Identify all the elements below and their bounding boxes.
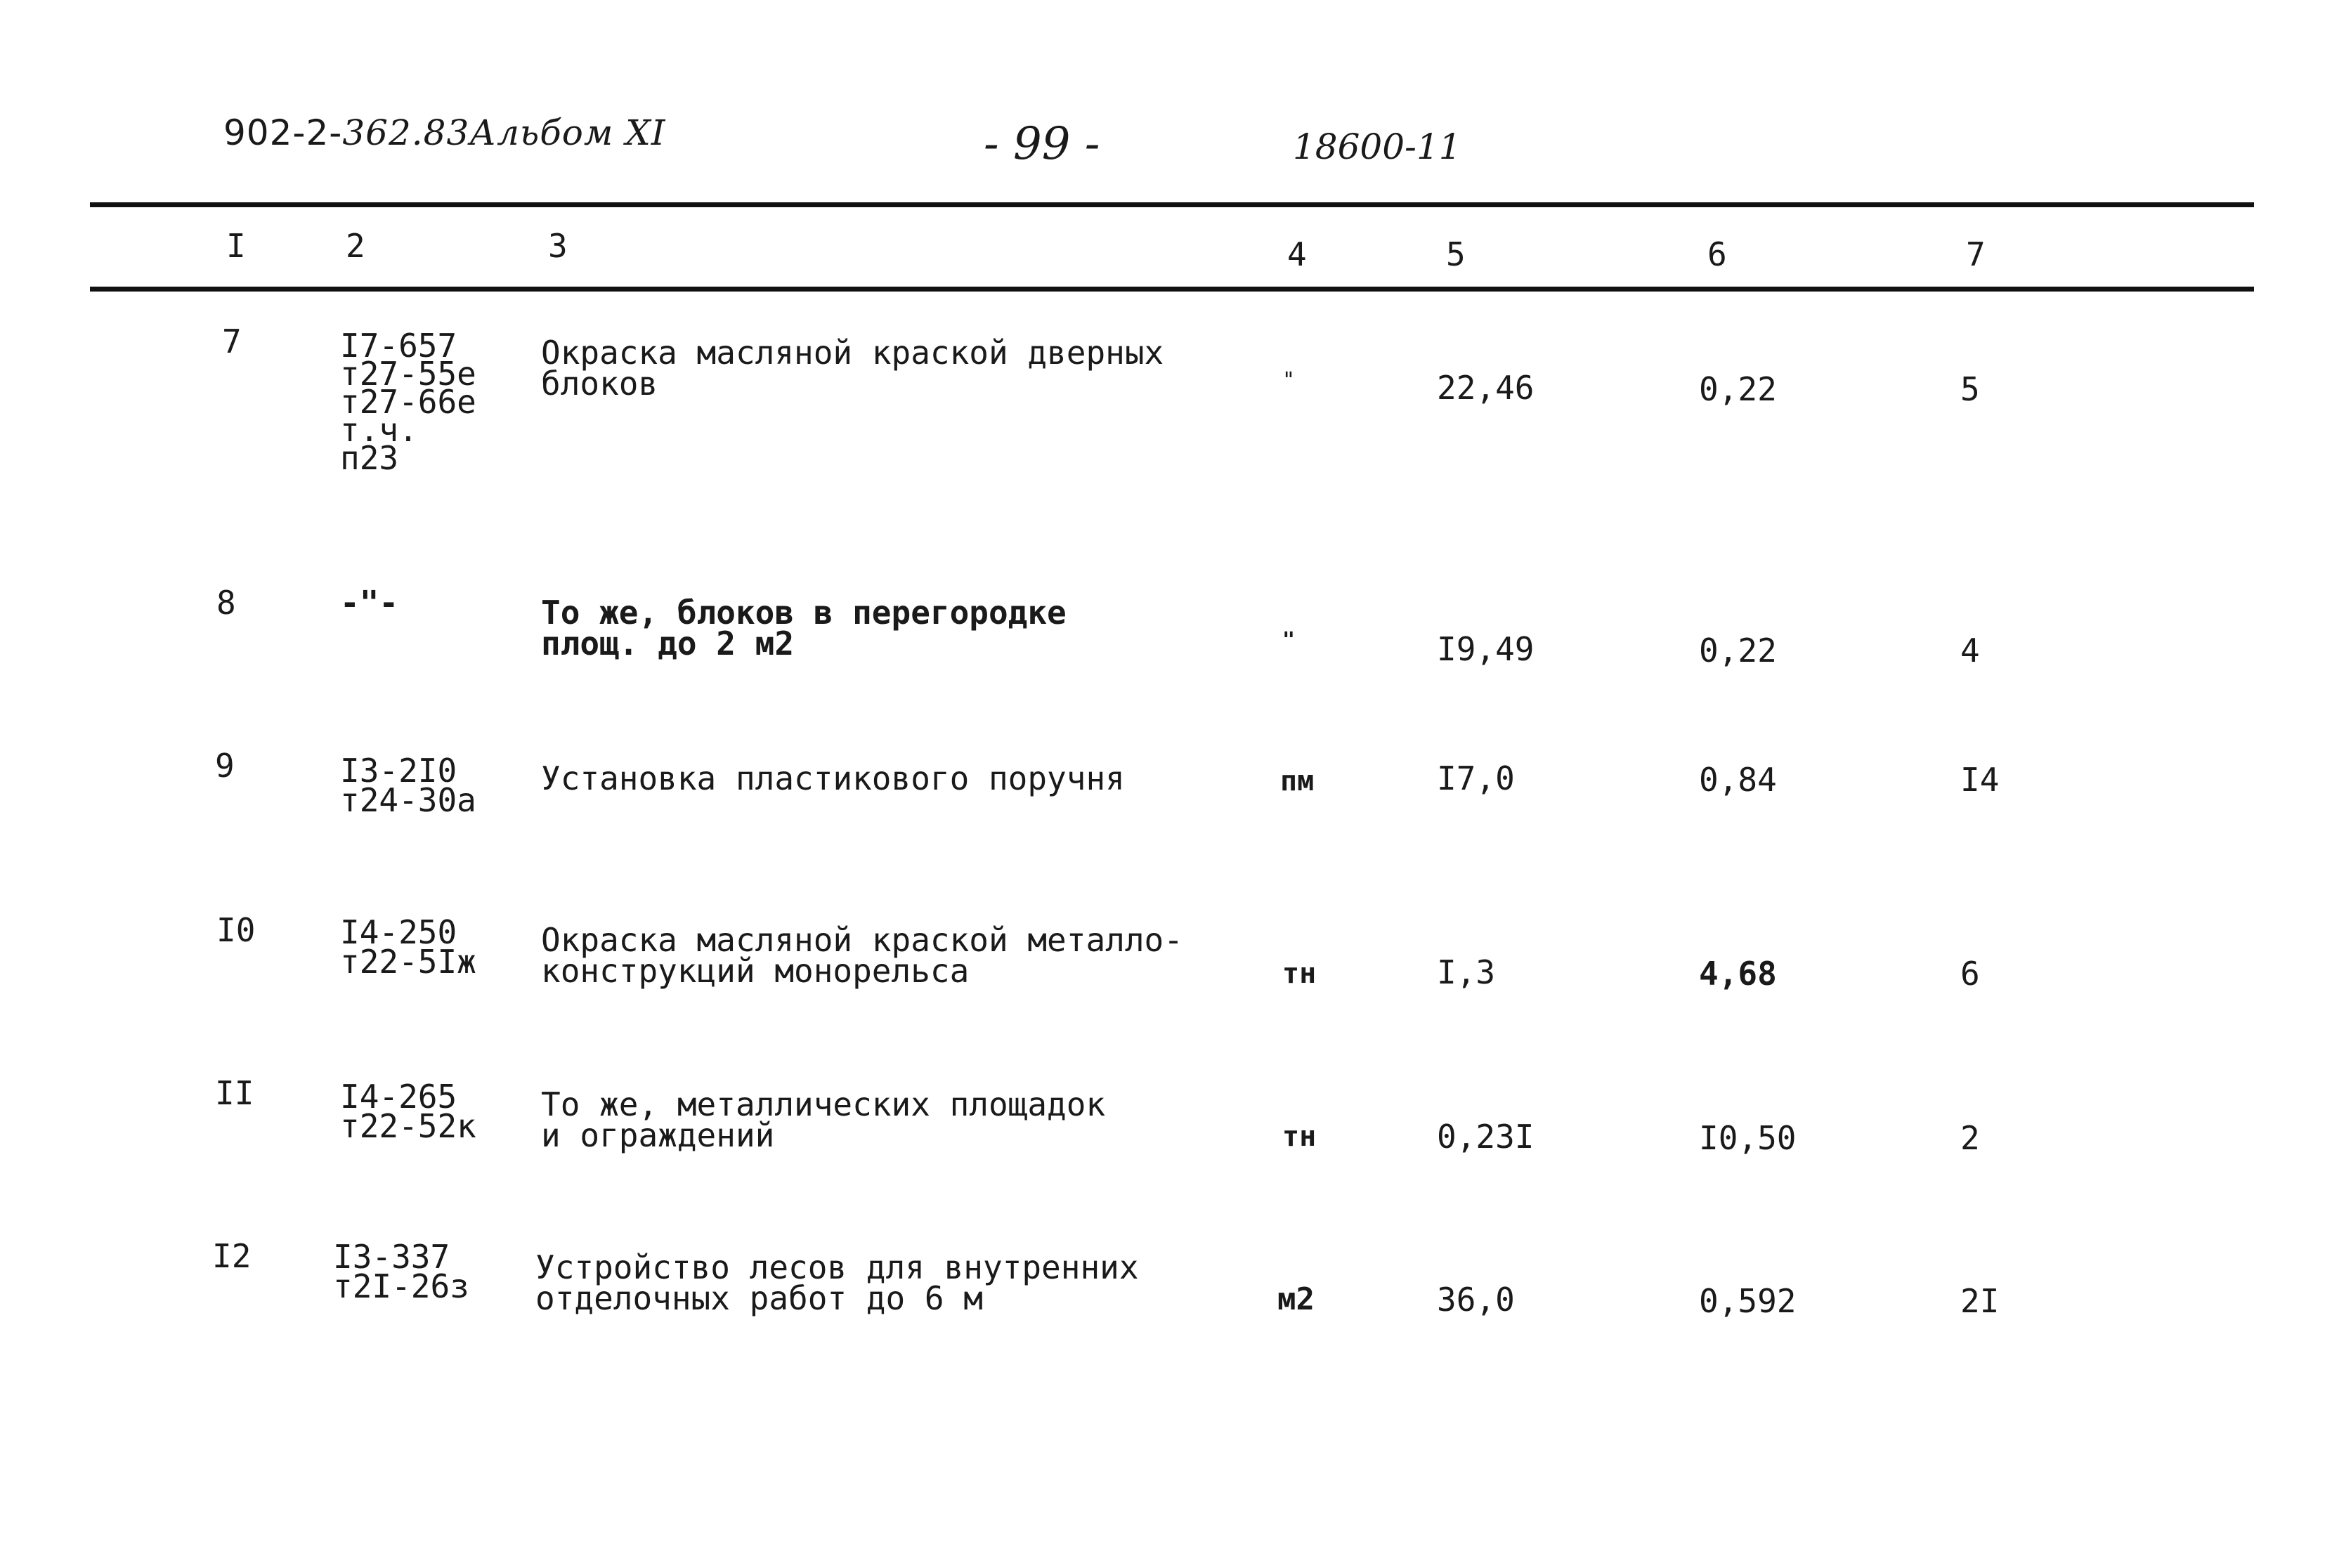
row-code-line: I3-2I0	[340, 752, 457, 790]
row-norm: 4,68	[1699, 955, 1777, 993]
row-description-line: Установка пластикового поручня	[541, 759, 1125, 797]
row-description-line: Окраска масляной краской металло-	[541, 921, 1183, 959]
row-unit: "	[1282, 628, 1296, 653]
row-code-line: т24-30а	[340, 781, 476, 819]
row-code-line: т22-52к	[340, 1107, 476, 1145]
row-description	[541, 759, 1125, 797]
row-number: 7	[222, 322, 242, 360]
column-number: 3	[548, 227, 568, 265]
row-description-line: конструкций монорельса	[541, 952, 970, 990]
row-norm: 0,84	[1699, 761, 1777, 799]
reference-number: 18600-11	[1293, 126, 1461, 167]
row-quantity: 36,0	[1437, 1281, 1515, 1319]
row-norm: 0,592	[1699, 1282, 1797, 1320]
row-quantity: I,3	[1437, 953, 1496, 991]
row-description	[535, 1248, 1139, 1317]
row-code	[340, 584, 399, 622]
row-description-line: и ограждений	[541, 1116, 775, 1154]
row-code	[340, 752, 476, 819]
row-description	[541, 1085, 1106, 1154]
row-code-line: I4-250	[340, 913, 457, 951]
row-number: 9	[215, 747, 235, 785]
row-quantity: I7,0	[1437, 759, 1515, 797]
row-description-line: площ. до 2 м2	[541, 625, 795, 662]
table-header-rule	[90, 287, 2254, 292]
row-code-line: I3-337	[333, 1238, 450, 1276]
row-code-line: I7-657	[340, 327, 457, 365]
column-number: 6	[1707, 235, 1727, 273]
row-number: I2	[212, 1237, 252, 1275]
row-quantity: 0,23I	[1437, 1118, 1535, 1156]
row-number: II	[215, 1074, 254, 1112]
row-total: 6	[1960, 955, 1980, 993]
row-description-line: Окраска масляной краской дверных	[541, 334, 1164, 372]
row-code-line: I4-265	[340, 1078, 457, 1116]
row-code-line: т2I-26з	[333, 1267, 469, 1305]
row-total: 2	[1960, 1119, 1980, 1157]
row-description-line: отделочных работ до 6 м	[535, 1279, 983, 1317]
row-code	[340, 327, 476, 477]
row-total: 4	[1960, 632, 1980, 669]
row-total: I4	[1960, 761, 2000, 799]
column-number: 2	[346, 227, 365, 265]
row-code	[340, 1078, 476, 1145]
row-description	[541, 921, 1183, 990]
row-unit: тн	[1282, 1121, 1317, 1153]
page-number: - 99 -	[984, 118, 1100, 170]
row-quantity: 22,46	[1437, 369, 1535, 407]
row-quantity: I9,49	[1437, 630, 1535, 668]
row-description	[541, 334, 1164, 403]
row-description-line: блоков	[541, 365, 658, 403]
table-top-rule	[90, 202, 2254, 207]
row-code	[340, 913, 476, 981]
row-code	[333, 1238, 469, 1305]
document-code	[223, 112, 666, 153]
column-number: I	[226, 227, 246, 265]
document-code-printed: 902-2-	[223, 112, 343, 153]
row-description-line: То же, металлических площадок	[541, 1085, 1106, 1123]
row-code-line: т.ч.	[340, 411, 418, 449]
row-total: 5	[1960, 370, 1980, 408]
row-code-line: п23	[340, 439, 399, 477]
row-description-line: Устройство лесов для внутренних	[535, 1248, 1139, 1286]
column-number: 7	[1966, 235, 1986, 273]
row-description	[541, 594, 1067, 662]
row-unit: пм	[1280, 765, 1315, 797]
row-number: 8	[216, 584, 236, 622]
row-code-line: т22-5Iж	[340, 943, 476, 981]
row-norm: 0,22	[1699, 370, 1777, 408]
column-number: 4	[1287, 235, 1307, 273]
row-total: 2I	[1960, 1282, 2000, 1320]
row-description-line: То же, блоков в перегородке	[541, 594, 1067, 632]
row-code-line: т27-55е	[340, 355, 476, 393]
document-code-handwritten: 362.83Альбом XI	[342, 112, 666, 153]
row-norm: I0,50	[1699, 1119, 1797, 1157]
row-unit: "	[1282, 368, 1296, 393]
row-code-line: -"-	[340, 584, 399, 622]
row-norm: 0,22	[1699, 632, 1777, 669]
row-unit: тн	[1282, 958, 1317, 990]
row-code-line: т27-66е	[340, 383, 476, 421]
row-number: I0	[216, 911, 256, 949]
row-unit: м2	[1277, 1281, 1315, 1317]
column-number: 5	[1446, 235, 1466, 273]
